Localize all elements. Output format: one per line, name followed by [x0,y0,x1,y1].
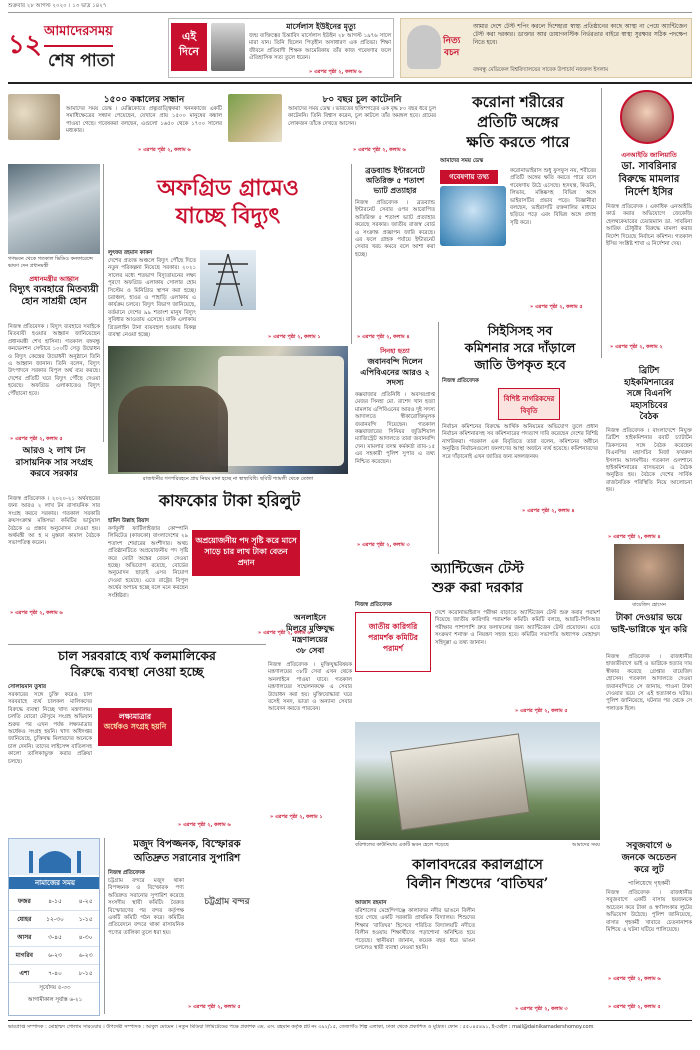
power-tower-graphic [200,250,256,310]
brief-body: আমাদের সময় ডেস্ক । মেক্সিকোতে প্রত্নতাত্ত্বিকরা খননকাজে একটি সমাধিক্ষেত্রের সন্ধান পেয়েছেন, যেখানে প্রায় ১৫০০ মানুষের কঙ্কাল পাওয়া গেছে। গবেষকরা বলছেন, এগুলো ১৬৫০ থেকে ১৭০০ সালের মধ্যকার। [66,106,222,135]
byline: লুৎফর রহমান কাকন [108,250,153,256]
offgrid-body-col1: দেশের প্রত্যন্ত অঞ্চলে বিদ্যুৎ পৌঁছে দিতে নতুন পরিকল্পনা নিয়েছে সরকার। ২০২১ সালের মধ্যে শতভাগ বিদ্যুতায়নের লক্ষ্য পূরণে অফগ্রিড এলাকায় সোলার হোম সিস্টেম ও মিনিগ্রিড স্থাপন করা হচ্ছে। চরাঞ্চল, হাওর ও পাহাড়ি এলাকায় এ কার্যক্রম চলবে। বিদ্যুৎ বিভাগ জানিয়েছে, বর্তমানে দেশের ৯৯ শতাংশ মানুষ বিদ্যুৎ সুবিধার আওতায় এসেছে। বাকি এলাকায় গ্রিডলাইন টানা ব্যয়বহুল হওয়ায় বিকল্প ব্যবস্থা নেওয়া হচ্ছে। [108,258,196,339]
prayer-name: যোহর [17,916,32,923]
headline-line: বিলীন শিশুদের ‘বাতিঘর’ [406,876,549,892]
headline-line: করে লুট [634,865,664,875]
headline-line: বৈঠক [639,412,659,422]
headline-line: মিলবে মুক্তিযুদ্ধ [285,623,335,633]
brief-photo [228,94,282,142]
head-silhouette-icon [407,25,441,69]
sinha-body: কক্সবাজার প্রতিনিধি । অবসরপ্রাপ্ত মেজর সিনহা মো. রাশেদ খান হত্যা মামলায় এপিবিএনের আরও দুই সদস্য আদালতে স্বীকারোক্তিমূলক জবানবন্দি দিয়েছেন। গতকাল কক্সবাজারের সিনিয়র জুডিশিয়াল ম্যাজিস্ট্রেট আদালতে তারা জবানবন্দি দেন। মামলার তদন্ত কর্মকর্তা র‌্যাব-১৫ এর সহকারী পুলিশ সুপার এ তথ্য নিশ্চিত করেছেন। [355,392,435,465]
bus-photo [108,346,348,474]
british-body: নিজস্ব প্রতিবেদক । বাংলাদেশে নিযুক্ত ব্রিটিশ হাইকমিশনার রবার্ট চ্যাটার্টন ডিকসনের সঙ্গে বৈঠক করেছেন বিএনপির মহাসচিব মির্জা ফখরুল ইসলাম আলমগীর। গতকাল গুলশানে হাইকমিশনারের বাসভবনে এ বৈঠক অনুষ্ঠিত হয়। বৈঠকে দেশের সার্বিক রাজনৈতিক পরিস্থিতি নিয়ে আলোচনা হয়। [606,428,692,494]
prayer-name: ফজর [17,898,31,905]
target-box-line-2: অর্ধেকও সংগ্রহ হয়নি [103,722,167,731]
photo-caption: বায়েজিদ হোসেন [632,602,666,608]
antigen-body: দেশে করোনাভাইরাস পরীক্ষা বাড়াতে অ্যান্টিজেন টেস্ট শুরু করার পরামর্শ দিয়েছে জাতীয় কারিগরি পরামর্শক কমিটি। কমিটি বলছে, আরটি-পিসিআর পরীক্ষার পাশাপাশি দ্রুত ফলাফলের জন্য অ্যান্টিজেন টেস্ট প্রয়োজন। এতে সংক্রমণ শনাক্ত ও নিয়ন্ত্রণ সহজ হবে। কমিটির সভাপতি অধ্যাপক মোহাম্মদ সহিদুল্লা এ তথ্য জানান। [435,610,600,646]
explosive-body: চট্টগ্রাম বন্দরে মজুদ থাকা বিপজ্জনক ও বিস্ফোরক পণ্য অতিদ্রুত সরানোর সুপারিশ করেছে সংসদীয় স্থায়ী কমিটি। বৈরুত বিস্ফোরণের পর বন্দর কর্তৃপক্ষ একটি কমিটি গঠন করে। কমিটির প্রতিবেদনে বন্দরে থাকা রাসায়নিক পণ্যের তালিকা তুলে ধরা হয়। [108,878,184,936]
headline-line: নির্দেশ ইসির [625,187,673,198]
sabrina-photo [620,90,674,144]
sabrina-headline [606,160,692,199]
building-caption: বরিশালের কাউনিয়ায় একটি ভবন হেলে পড়েছে [355,842,449,848]
pm-body: নিজস্ব প্রতিবেদক । বিদ্যুৎ ব্যবহারে সবাইকে মিতব্যয়ী হওয়ার আহ্বান জানিয়েছেন প্রধানমন্ত্রী শেখ হাসিনা। গতকাল বঙ্গবন্ধু কনভেনশন সেন্টারে ১০০টি সেতু উদ্বোধন ও বিদ্যুৎ কেন্দ্রের উদ্বোধনী অনুষ্ঠানে তিনি এ আহ্বান জানান। তিনি বলেন, বিদ্যুৎ উৎপাদনে সরকার বিপুল অর্থ ব্যয় করছে। দেশের প্রতিটি ঘরে বিদ্যুৎ পৌঁছে দেওয়া হয়েছে। অফগ্রিড এলাকাতেও বিদ্যুৎ পৌঁছানো হবে। [8,324,100,397]
explosive-body-col2 [188,918,266,1002]
label-line-1: এই [181,30,197,43]
quote-label [443,35,460,59]
british-story [606,364,692,544]
prayer-name: এশা [19,970,30,977]
ec-more: » এরপর পৃষ্ঠা ২, কলাম ৪ [522,508,575,514]
prayer-time: ৩-৪৫ [48,934,62,941]
sabrina-story [606,88,692,358]
pm-story [8,164,100,446]
headline-line: জনকে অচেতন [621,853,677,863]
prayer-name: আসর [17,934,32,941]
brief-photo [8,94,60,140]
kicker: প্রধানমন্ত্রীর আহ্বান [29,275,79,283]
body-organs-graphic [440,186,506,246]
kafco-headline: কাফকোর টাকা হরিলুট [158,491,301,510]
kalabadar-body: বরিশালের মেহেন্দিগঞ্জে কালাবদর নদীর ভাঙনে বিলীন হয়ে গেছে একটি সরকারি প্রাথমিক বিদ্যালয়। শিশুদের শিক্ষার ‘বাতিঘর’ হিসেবে পরিচিত বিদ্যালয়টি নদীতে বিলীন হওয়ায় শিক্ষার্থীদের পড়াশোনা অনিশ্চিত হয়ে পড়েছে। স্থানীয়রা জানান, কয়েক বছর ধরে ভাঙন চললেও স্থায়ী ব্যবস্থা নেওয়া হয়নি। [355,908,475,952]
headline-line: অতিদ্রুত সরানোর সুপারিশ [133,852,241,864]
offgrid-story [108,164,348,344]
british-more: » এরপর পৃষ্ঠা ২, কলাম ৪ [608,534,661,540]
brief-body: আমাদের সময় ডেস্ক । ভারতের ছত্তিশগড়ের এক বৃদ্ধ ৮০ বছর ধরে চুল কাটেননি। তিনি বিশ্বাস করেন, চুল কাটলে তাঁর অমঙ্গল হবে। গ্রামের লোকজন তাঁকে দেখতে আসেন। [288,106,436,127]
rice-more: » এরপর পৃষ্ঠা ২, কলাম ৬ [178,822,231,828]
statement-box: বিশিষ্ট নাগরিকদের বিবৃতি [498,388,560,420]
mosque-dome-icon [9,839,100,875]
bus-caption: রাজধানীর গণপরিবহনে প্রায় নিয়ম মানা হচ্ছে না স্বাস্থ্যবিধি। ছবিটি শ্যামলী থেকে তোলা [142,476,314,482]
antigen-more: » এরপর পৃষ্ঠা ২, কলাম ৫ [515,708,568,714]
headline-line: ব্রিটিশ [638,366,660,376]
headline-line: মন্ত্রণালয়ের [292,634,328,644]
headline-line: ক্ষতি করতে পারে [466,133,570,151]
committee-box: জাতীয় কারিগরি পরামর্শক কমিটির পরামর্শ [355,612,431,672]
suspect-photo [614,544,684,600]
quote-label-2: বচন [444,48,460,58]
headline-line: ডা. সাবরিনার [621,161,677,172]
headline-line: সিইসিসহ সব [487,323,553,338]
target-box-line-1: লক্ষ্যমাত্রার [119,712,151,721]
prayer-row [9,893,100,911]
headline-line: অফগ্রিড গ্রামেও [157,175,299,201]
headline-line: সঙ্গে বিএনপি [626,389,672,399]
antigen-headline [355,560,600,598]
quote-label-1: নিত্য [443,36,461,46]
byline: আজাদ রহমান [355,900,387,906]
this-day-box [168,18,394,78]
headline-line: করোনা শরীরের [472,93,564,111]
rice-headline [8,648,266,680]
prayer-row [9,929,100,947]
ec-story [442,320,598,520]
prayer-time: ৬-২৩ [78,952,93,959]
sabujbagh-headline [606,840,692,876]
brief-more: » এরপর পৃষ্ঠা ২, কলাম ৬ [138,147,191,153]
pm-headline: বিদ্যুৎ ব্যবহারে মিতব্যয়ী হোন সাশ্রয়ী হোন [9,284,99,307]
kalabadar-headline [355,856,600,894]
fertilizer-headline: আরও ২ লাখ টন রাসায়নিক সার সংগ্রহ করবে সরকার [15,446,93,479]
internet-story [355,164,435,344]
headline-line: কমিশনার সরে দাঁড়ালে [464,340,576,355]
crowd-graphic [118,386,228,472]
kafco-body: কর্ণফুলী ফার্টিলাইজার কোম্পানি লিমিটেড (কাফকো) বাংলাদেশের ২৯ শতাংশ শেয়ারের অংশীদার। অথচ প্রতিষ্ঠানটিতে অপ্রয়োজনীয় পদ সৃষ্টি করে মোটা অঙ্কের বেতন দেওয়া হচ্ছে। অভিযোগ রয়েছে, বোর্ডের অনুমোদন ছাড়াই এসব নিয়োগ দেওয়া হয়েছে। এতে রাষ্ট্রের বিপুল অর্থের অপচয় হচ্ছে বলে মনে করছেন সংশ্লিষ্টরা। [108,526,188,599]
headline-line: অনলাইনে [293,612,327,622]
prayer-time: ৪-৩০ [78,934,93,941]
prayer-row [9,965,100,983]
paper-logo: আমাদেরসময় [44,22,113,47]
sunset-text: আগামীকাল সূর্যাস্ত ৬-২১ [27,997,83,1003]
prayer-time: ৮-১৫ [78,970,93,977]
murder-more: » এরপর পৃষ্ঠা ২, কলাম ৬ [608,976,661,982]
corona-more: » এরপর পৃষ্ঠা ২, কলাম ৫ [530,304,583,310]
portrait-photo [211,23,245,71]
byline: হামিদ উল্লাহ রিয়াদ [108,518,149,524]
history-body: জন্ম ব্যক্তিত্বের চিন্তাবিদ মার্সেলাস ইউইন ২৮ আগস্ট ১৯৭৬ সালে মারা যান। তিনি ছিলেন পিতৃহীন অসাধারণ এক প্রতিভা। শিক্ষা জীবনে প্রতিবাদী শিক্ষক আমেরিকায় তাঁর কাজ গবেষণার ফলে ঐতিহাসিক সত্য তুলে ধরেন। [249,33,391,62]
headline-line: অতিরিক্ত ৫ শতাংশ [365,176,425,185]
building-photo [355,722,600,840]
corona-body-continued [440,250,596,304]
offgrid-more: » এরপর পৃষ্ঠা ২, কলাম ১ [268,334,321,340]
sabujbagh-body: নিজস্ব প্রতিবেদক । রাজধানীর সবুজবাগে একটি বাসায় ছয়জনকে অচেতন করে টাকা ও স্বর্ণালংকার লুটের অভিযোগ উঠেছে। পুলিশ জানিয়েছে, বাসার গৃহকর্মী খাবারে চেতনানাশক মিশিয়ে এ ঘটনা ঘটিয়ে পালিয়েছে। [606,890,692,934]
prayer-row [9,947,100,965]
byline: সোলায়মান তুষার [8,684,47,690]
byline: নিজস্ব প্রতিবেদক [108,870,145,876]
sinha-more: » এরপর পৃষ্ঠা ২, কলাম ৩ [357,542,410,548]
sunrise-text: সূর্যোদয় ৫-৩৩ [39,985,71,991]
headline-line: সবুজবাগে ৬ [626,841,672,851]
quote-author: বঙ্গবন্ধু মেডিকেল বিশ্ববিদ্যালয়ের সাবেক উপাচার্য নজরুল ইসলাম [473,67,609,73]
corona-headline [440,92,596,152]
mosque-icon [9,839,100,875]
prayer-row [9,911,100,929]
headline-line: বিরুদ্ধে ব্যবস্থা নেওয়া হচ্ছে [70,664,204,679]
history-more: » এরপর পৃষ্ঠা ২, কলাম ৬ [309,69,362,75]
brief-skeletons [8,90,223,160]
brief-title: ৮০ বছর চুল কাটেননি [322,95,402,105]
fertilizer-more: » এরপর পৃষ্ঠা ২, কলাম ৬ [10,610,63,616]
internet-more: » এরপর পৃষ্ঠা ২, কলাম ৪ [357,334,410,340]
headline-line: বিরুদ্ধে মামলার [618,174,680,185]
antigen-story [355,560,600,720]
kicker: পালিয়েছে গৃহকর্মী [627,880,671,887]
rice-story [8,648,266,833]
muktijuddha-body: নিজস্ব প্রতিবেদক । মুক্তিযুদ্ধবিষয়ক মন্ত্রণালয়ের ৩৮টি সেবা এখন থেকে অনলাইনে পাওয়া যাবে। গতকাল মন্ত্রণালয়ের সম্মেলনকক্ষে এ সেবার উদ্বোধন করা হয়। মুক্তিযোদ্ধারা ঘরে বসেই সনদ, ভাতা ও অন্যান্য সেবার আবেদন করতে পারবেন। [268,662,352,713]
headline-line: ব্রডব্যান্ড ইন্টারনেটে [365,166,425,175]
byline: আমাদের সময় ডেস্ক [440,158,484,164]
issue-date: শুক্রবার ২৮ আগস্ট ২০২০ । ১৩ ভাদ্র ১৪২৭ [8,3,107,9]
corona-body: করোনাভাইরাস শুধু ফুসফুস নয়, শরীরের প্রতিটি অঙ্গের ক্ষতি করতে পারে বলে গবেষণায় উঠে এসেছে। হৃদযন্ত্র, কিডনি, লিভার, মস্তিষ্কসহ বিভিন্ন অঙ্গে ভাইরাসটির প্রভাব পড়ে। বিজ্ঞানীরা বলছেন, ভাইরাসটি রক্তনালির মাধ্যমে ছড়িয়ে পড়ে এবং বিভিন্ন অঙ্গে প্রদাহ সৃষ্টি করে। [510,168,596,226]
prayer-title: নামাজের সময় [9,877,100,889]
headline-line: যাচ্ছে বিদ্যুৎ [175,203,281,229]
power-tower-icon [200,250,256,310]
kicker: সিনহা হত্যা [380,347,410,355]
sinha-story [355,346,435,551]
internet-headline [355,166,435,196]
bus-graphic [218,356,344,466]
tilted-building-graphic [390,733,530,830]
headline-line: হাইকমিশনারের [624,377,674,388]
photo-credit: আমাদের সময় [571,842,600,848]
sabrina-body: নিজস্ব প্রতিবেদক । একাধিক এনআইডি কার্ড করার অভিযোগে জেকেজি হেলথকেয়ারের চেয়ারম্যান ডা. সাবরিনা আরিফ চৌধুরীর বিরুদ্ধে মামলা করার নির্দেশ দিয়েছে নির্বাচন কমিশন। গতকাল ইসির সংশ্লিষ্ট শাখা এ নির্দেশনা দেয়। [606,204,692,248]
sabrina-more: » এরপর পৃষ্ঠা ২, কলাম ২ [610,344,663,350]
headline-line: শুরু করা দরকার [432,580,523,596]
masthead [8,16,163,78]
kafco-highlight-box: অপ্রয়োজনীয় পদ সৃষ্টি করে মাসে সাড়ে চার লাখ টাকা বেতন প্রদান [192,530,300,576]
headline-line: ভ্যাট প্রত্যাহার [373,186,417,195]
quote-body: আমার দেশে টেস্ট শপিং করলে দিশেহারা স্বাস্থ্য প্রতিষ্ঠানের কাছে আস্থা না পেয়ে অ্যান্টিজেন টেস্ট করা দরকার। ডাক্তার আর ডায়াগনস্টিক নির্ভরতার বাইরে স্বাস্থ্য সুরক্ষার সঠিক পদক্ষেপ নিতে হবে। [473,24,687,46]
port-label: চট্টগ্রাম বন্দর [204,897,250,907]
headline-line: মহাসচিবের [630,400,668,411]
corona-story [440,88,596,318]
muktijuddha-story [268,612,352,1012]
explosive-story [108,838,266,1016]
prayer-time: ৭-৪০ [48,970,62,977]
kalabadar-story [355,856,600,1016]
research-tag: গবেষণায় তথ্য [440,170,498,184]
brief-title: ১৫০০ কঙ্কালের সন্ধান [103,95,185,105]
kicker: এনআইডি জালিয়াতি [621,151,677,159]
muktijuddha-more: » এরপর পৃষ্ঠা ২, কলাম ১ [270,814,323,820]
history-title: মার্সেলাস ইউইনের মৃত্যু [286,22,356,31]
brief-hair [228,90,436,160]
explosive-more: » এরপর পৃষ্ঠা ২, কলাম ৫ [188,1004,241,1010]
prayer-time: ১-১৫ [78,916,93,923]
prayer-times [8,838,100,1016]
fertilizer-story [8,446,100,622]
british-headline [606,366,692,424]
this-day-label [171,23,207,71]
prayer-rows [9,893,100,983]
headline-line: অ্যান্টিজেন টেস্ট [431,561,524,577]
prayer-time: ৪-১৫ [48,898,62,905]
kafco-more: » এরপর পৃষ্ঠা ২, কলাম ৬ [258,630,311,636]
explosive-headline [108,838,266,865]
murder-body: নিজস্ব প্রতিবেদক । রাজধানীর হাজারীবাগে ভাই ও ভাগ্নিকে হত্যার দায় স্বীকার করেছে গ্রেপ্তার বায়েজিদ হোসেন। গতকাল আদালতে দেওয়া জবানবন্দিতে সে জানায়, পাওনা টাকা দেওয়ার ভয়ে সে এই হত্যাকাণ্ড ঘটায়। পুলিশ জানিয়েছে, ঘটনার পর থেকে সে পলাতক ছিল। [606,654,692,712]
fertilizer-body: নিজস্ব প্রতিবেদক । ২০২০-২১ অর্থবছরের জন্য আরও ২ লাখ টন রাসায়নিক সার সংগ্রহ করবে সরকার। গতকাল সরকারি ক্রয়সংক্রান্ত মন্ত্রিসভা কমিটির ভার্চুয়াল বৈঠকে এ প্রস্তাব অনুমোদন দেওয়া হয়। অর্থমন্ত্রী আ হ ম মুস্তফা কামাল বৈঠকে সভাপতিত্ব করেন। [8,496,100,547]
kalabadar-more: » এরপর পৃষ্ঠা ২, কলাম ৩ [515,1006,568,1012]
headline-line: চাল সরবরাহে ব্যর্থ কলমালিকের [58,648,216,663]
sabujbagh-more: » এরপর পৃষ্ঠা ২, কলাম ৫ [608,1004,661,1010]
pm-photo [8,164,100,254]
sinha-headline: জবানবন্দি দিলেন এপিবিএনের আরও ২ সদস্য [360,356,430,387]
sabujbagh-story [606,840,692,1016]
internet-body: নিজস্ব প্রতিবেদক । ব্রডব্যান্ড ইন্টারনেট সেবার ওপর আরোপিত অতিরিক্ত ৫ শতাংশ ভ্যাট প্রত্যাহার করেছে সরকার। জাতীয় রাজস্ব বোর্ড এ সংক্রান্ত প্রজ্ঞাপন জারি করেছে। এর ফলে গ্রাহক পর্যায়ে ইন্টারনেট সেবার খরচ কমবে বলে আশা করা হচ্ছে। [355,200,435,258]
pm-caption: গণভবন থেকে গতকাল ভিডিও কনফারেন্সে ভাষণ দেন প্রধানমন্ত্রী [8,256,93,269]
kalabadar-body-col2 [480,908,600,1004]
rice-body-col2 [178,692,266,820]
quote-box [400,18,692,78]
headline-line: কালাবদরের করালগ্রাসে [412,857,543,873]
label-line-2: দিনে [179,45,199,58]
section-title: শেষ পাতা [48,51,115,71]
prayer-time: ৪-২৫ [78,898,93,905]
offgrid-body-col2 [260,258,348,338]
top-strip [8,3,692,13]
headline-line: ৩৮ সেবা [295,645,325,655]
ec-body: নির্বাচন কমিশনের বিরুদ্ধে আর্থিক অনিয়মের অভিযোগ তুলে প্রধান নির্বাচন কমিশনারসহ সব কমিশনারের পদত্যাগ দাবি করেছেন দেশের বিশিষ্ট নাগরিকরা। গতকাল এক বিবৃতিতে তারা বলেন, কমিশনের অধীনে অনুষ্ঠিত নির্বাচনগুলো জনগণের আস্থা অর্জনে ব্যর্থ হয়েছে। কমিশনারদের সরে দাঁড়ানোই এখন জাতির জন্য মঙ্গলজনক। [442,424,598,460]
brief-more: » এরপর পৃষ্ঠা ২, কলাম ৬ [353,147,406,153]
headline-line: মজুদ বিপজ্জনক, বিস্ফোরক [133,839,241,850]
byline: নিজস্ব প্রতিবেদক [355,602,392,608]
offgrid-headline [108,174,348,230]
imprint-footer: ভারপ্রাপ্ত সম্পাদক : মোহাম্মদ গোলাম সারওয়ার । উপদেষ্টা সম্পাদক : আবুল মোমেন । নতুন মিডিয়া লিমিটেডের পক্ষে প্রকাশক এম. এস. রহমান কর্তৃক প্লট নং ৩৯২/১৫, তেজগাঁও শিল্প এলাকা, ঢাকা থেকে প্রকাশিত ও মুদ্রিত। ফোন : ৫৫০৪৫৪৯১, ই-মেইল : mail@dainikamadershomoy.com [8,1024,594,1030]
rice-body: সরকারের সঙ্গে চুক্তি করেও চাল সরবরাহে ব্যর্থ চালকল মালিকদের বিরুদ্ধে ব্যবস্থা নিচ্ছে খাদ্য মন্ত্রণালয়। চলতি বোরো মৌসুমে সংগ্রহ অভিযান শুরুর পর এখন পর্যন্ত লক্ষ্যমাত্রার অর্ধেকও সংগ্রহ হয়নি। খাদ্য অধিদপ্তর জানিয়েছে, চুক্তিবদ্ধ মিলারদের অনেকে চাল দেননি। তাদের লাইসেন্স বাতিলসহ কালো তালিকাভুক্ত করার প্রক্রিয়া চলছে। [8,692,92,765]
pm-more: » এরপর পৃষ্ঠা ২, কলাম ৫ [10,436,63,442]
prayer-time: ৬-২৩ [48,952,62,959]
byline: নিজস্ব প্রতিবেদক [442,378,479,384]
prayer-time: ১২-৩০ [46,916,64,923]
target-box [98,708,172,746]
page-number: ১২ [8,30,42,60]
muktijuddha-headline [268,612,352,656]
prayer-name: মাগরিব [15,952,34,959]
headline-line: প্রতিটি অঙ্গের [477,113,559,131]
ec-headline [442,322,598,373]
headline-line: জাতি উপকৃত হবে [474,357,566,372]
murder-headline: টাকা দেওয়ার ভয়ে ভাই-ভাগ্নিকে খুন করি [610,613,688,635]
